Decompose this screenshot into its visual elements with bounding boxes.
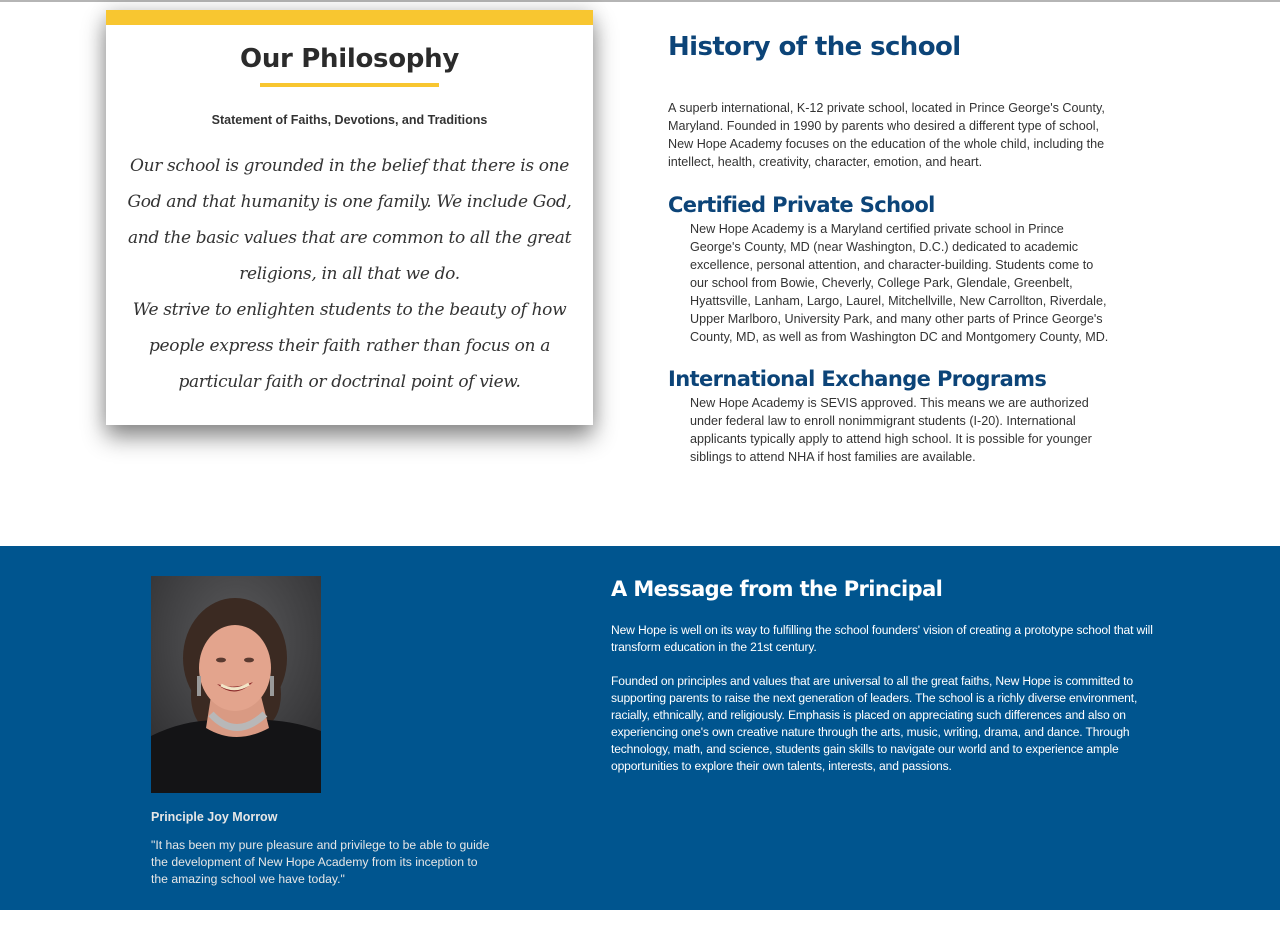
certified-title: Certified Private School xyxy=(668,193,935,217)
message-paragraph: Founded on principles and values that are universal to all the great faiths, New Hope is committed to supporting parents to raise the next generation of leaders. The school is a richly diverse environment, racially, ethnically, and religiously. Emphasis is placed on appreciating such differences and also on experiencing one's own creative nature through the arts, music, writing, drama, and dance. Through technology, math, and science, students gain skills to navigate our world and to experience ample opportunities to explore their own talents, interests, and passions. xyxy=(611,674,1138,773)
message-paragraph: New Hope is well on its way to fulfilling the school founders' vision of creating a prototype school that will transform education in the 21st century. xyxy=(611,623,1153,654)
philosophy-card xyxy=(106,10,593,425)
principal-name: Principle Joy Morrow xyxy=(151,810,278,824)
international-title: International Exchange Programs xyxy=(668,367,1047,391)
philosophy-paragraph: Our school is grounded in the belief that there is one God and that humanity is one family. We include God, and the basic values that are common to all the great religions, in all that we do. xyxy=(127,156,572,284)
principal-quote: "It has been my pure pleasure and privilege to be able to guide the development of New Hope Academy from its inception to the amazing school we have today." xyxy=(151,838,490,886)
title-underline xyxy=(260,83,439,87)
international-text: New Hope Academy is SEVIS approved. This means we are authorized under federal law to enroll nonimmigrant students (I-20). International applicants typically apply to attend high school. It is possible for younger siblings to attend NHA if host families are available. xyxy=(690,396,1092,464)
history-text: A superb international, K-12 private school, located in Prince George's County, Maryland. Founded in 1990 by parents who desired a different type of school, New Hope Academy focuses on the education of the whole child, including the intellect, health, creativity, character, emotion, and heart. xyxy=(668,101,1105,169)
philosophy-paragraph: We strive to enlighten students to the beauty of how people express their faith rather than focus on a particular faith or doctrinal point of view. xyxy=(132,300,567,392)
principal-section xyxy=(0,546,1280,910)
philosophy-subtitle: Statement of Faiths, Devotions, and Traditions xyxy=(211,113,488,127)
principal-portrait-image xyxy=(151,576,321,793)
message-title: A Message from the Principal xyxy=(611,577,943,601)
certified-text: New Hope Academy is a Maryland certified private school in Prince George's County, MD (near Washington, D.C.) dedicated to academic excellence, personal attention, and character-building. Students come to our school from Bowie, Cheverly, College Park, Glendale, Greenbelt, Hyattsville, Lanham, Largo, Laurel, Mitchellville, New Carrollton, Riverdale, Upper Marlboro, University Park, and many other parts of Prince George's County, MD, as well as from Washington DC and Montgomery County, MD. xyxy=(690,222,1109,344)
principal-photo xyxy=(151,576,321,793)
about-column xyxy=(668,28,1113,466)
philosophy-title: Our Philosophy xyxy=(240,44,459,74)
philosophy-statement xyxy=(124,148,575,400)
top-divider xyxy=(0,0,1280,2)
history-title: History of the school xyxy=(668,32,961,62)
principal-message xyxy=(611,574,1156,775)
card-accent-band xyxy=(106,10,593,25)
